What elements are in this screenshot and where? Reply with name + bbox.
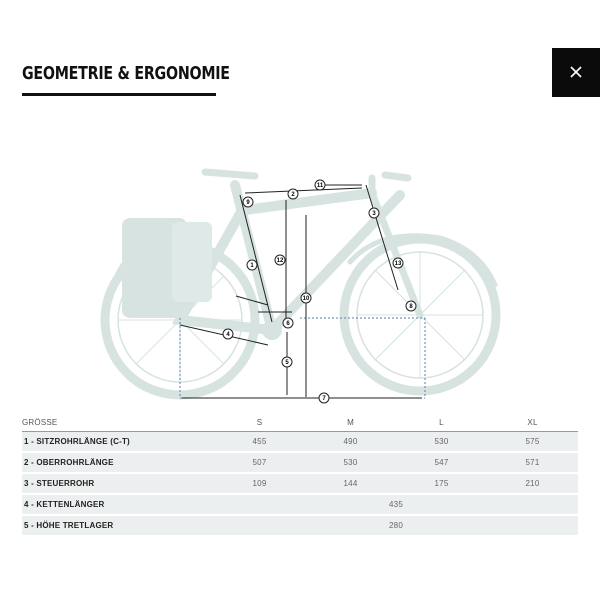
svg-text:12: 12	[276, 258, 284, 264]
bike-geometry-diagram	[95, 160, 515, 410]
svg-text:7: 7	[322, 396, 326, 402]
table-cell: 175	[396, 473, 487, 494]
marker-3	[369, 208, 379, 218]
marker-7	[319, 393, 329, 403]
marker-13	[393, 258, 403, 268]
marker-5	[282, 357, 292, 367]
table-cell: 490	[305, 432, 396, 453]
svg-text:9: 9	[246, 200, 250, 206]
svg-text:4: 4	[226, 332, 230, 338]
table-row	[22, 473, 578, 494]
table-cell: 547	[396, 452, 487, 473]
svg-text:3: 3	[372, 211, 376, 217]
table-cell: 455	[214, 432, 305, 453]
close-button[interactable]	[552, 48, 600, 97]
svg-text:10: 10	[302, 296, 310, 302]
table-header-row	[22, 414, 578, 432]
column-header-s: S	[256, 418, 263, 427]
table-cell: 530	[305, 452, 396, 473]
table-cell: 530	[396, 432, 487, 453]
svg-text:8: 8	[409, 304, 413, 310]
table-cell: 109	[214, 473, 305, 494]
close-icon	[570, 66, 582, 78]
table-cell: 144	[305, 473, 396, 494]
column-header-size: GRÖSSE	[22, 418, 58, 427]
marker-10	[301, 293, 311, 303]
row-label: 4 - KETTENLÄNGER	[22, 494, 214, 515]
table-row	[22, 432, 578, 453]
row-label: 1 - SITZROHRLÄNGE (C-T)	[22, 432, 214, 453]
geometry-table	[22, 414, 578, 537]
svg-text:13: 13	[394, 261, 402, 267]
page-title: GEOMETRIE & ERGONOMIE	[22, 63, 230, 84]
table-row	[22, 515, 578, 536]
svg-text:11: 11	[316, 183, 324, 189]
table-cell: 507	[214, 452, 305, 473]
marker-6	[283, 318, 293, 328]
table-row	[22, 452, 578, 473]
svg-text:5: 5	[285, 360, 289, 366]
svg-text:2: 2	[291, 192, 295, 198]
table-cell: 210	[487, 473, 578, 494]
marker-11	[315, 180, 325, 190]
marker-1	[247, 260, 257, 270]
column-header-l: L	[439, 418, 444, 427]
marker-12	[275, 255, 285, 265]
table-row	[22, 494, 578, 515]
table-cell: 575	[487, 432, 578, 453]
column-header-xl: XL	[527, 418, 538, 427]
table-cell: 571	[487, 452, 578, 473]
row-label: 5 - HÖHE TRETLAGER	[22, 515, 214, 536]
row-label: 2 - OBERROHRLÄNGE	[22, 452, 214, 473]
table-cell-merged: 435	[214, 494, 578, 515]
svg-text:1: 1	[250, 263, 254, 269]
marker-2	[288, 189, 298, 199]
marker-4	[223, 329, 233, 339]
column-header-m: M	[347, 418, 354, 427]
table-cell-merged: 280	[214, 515, 578, 536]
title-underline	[22, 93, 216, 96]
marker-8	[406, 301, 416, 311]
marker-9	[243, 197, 253, 207]
svg-text:6: 6	[286, 321, 290, 327]
row-label: 3 - STEUERROHR	[22, 473, 214, 494]
